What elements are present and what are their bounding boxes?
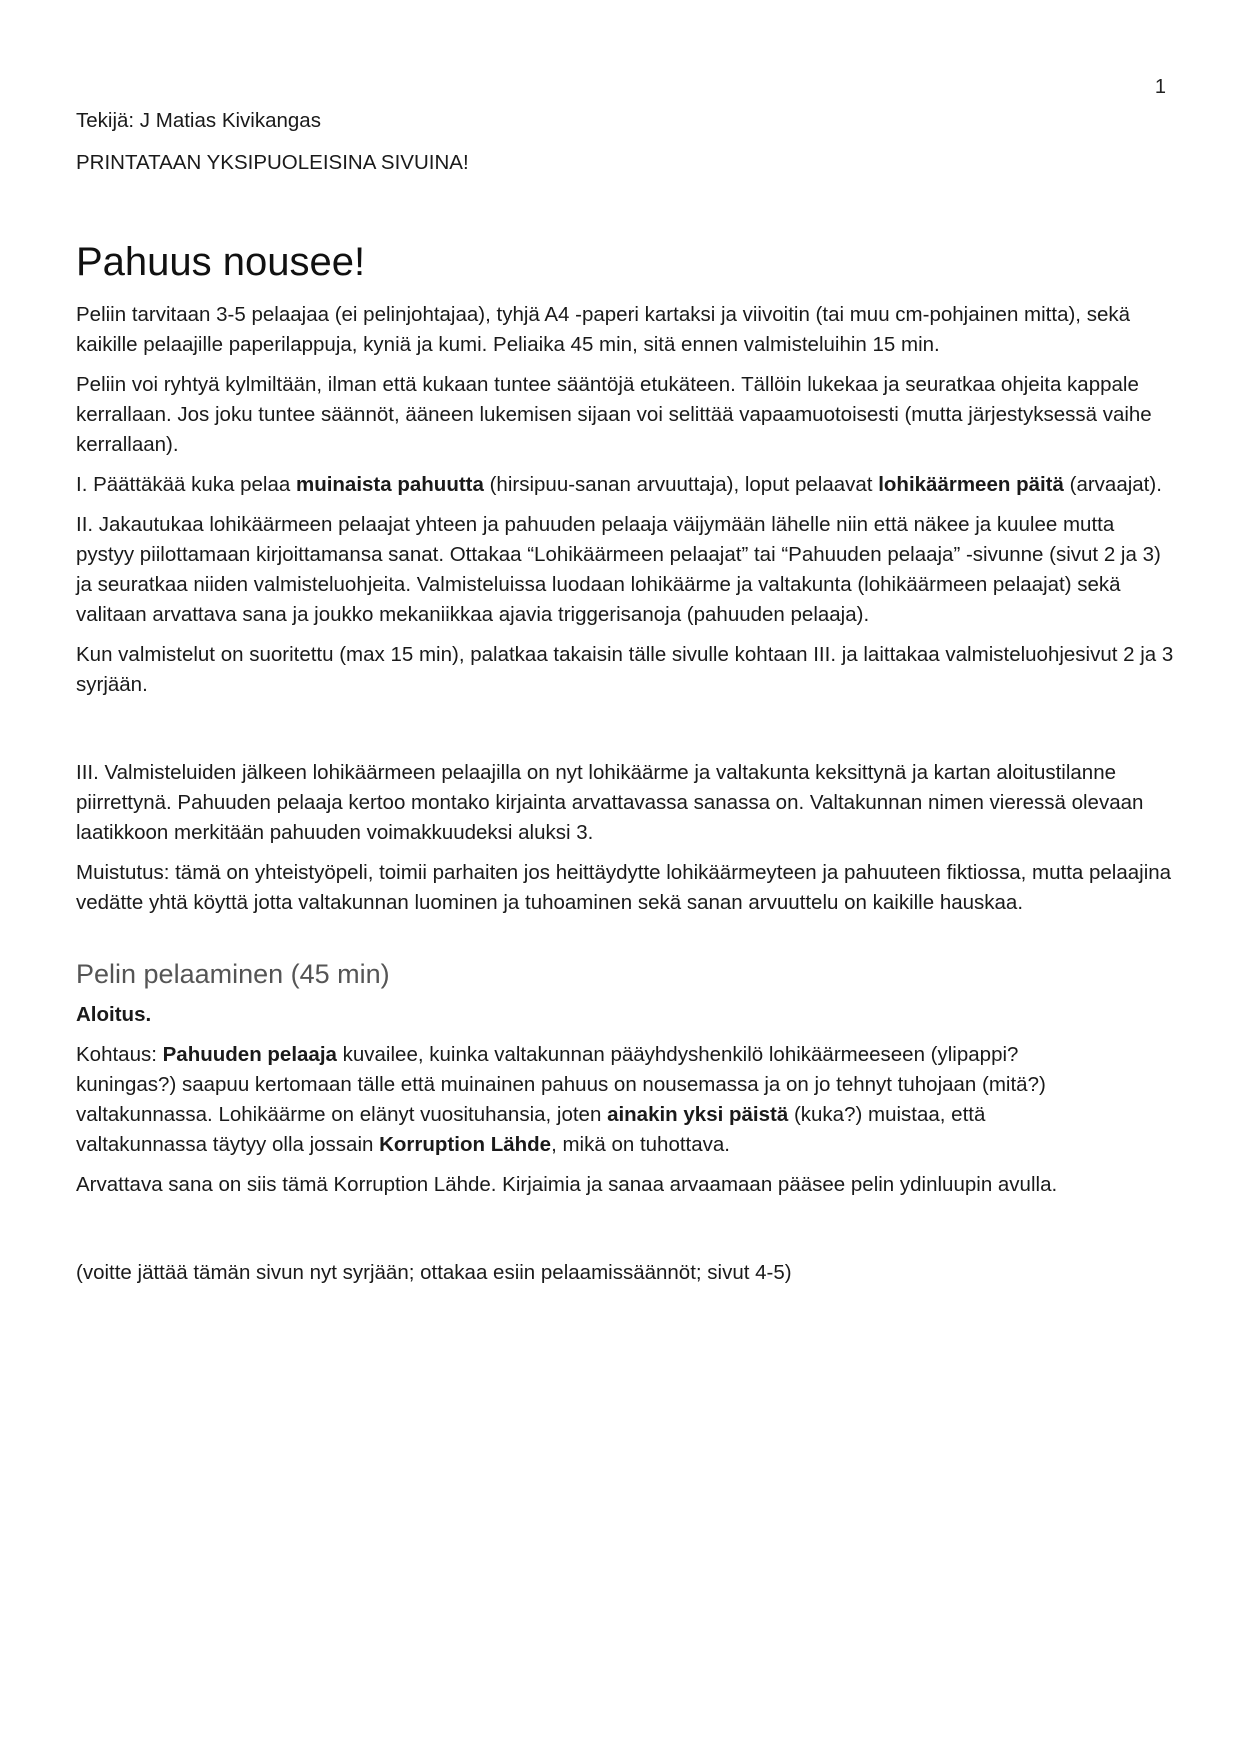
print-note: PRINTATAAN YKSIPUOLEISINA SIVUINA! (76, 151, 469, 174)
scene-text-c: kuvailee, kuinka valtakunnan pääyhdyshenkilö lohikäärmeeseen (ylipappi? kuningas?) saapuu kertomaan tälle että muinainen pahuus on nousemassa ja on jo tehnyt tuhojaan (mitä?) valtakunnassa. Lohikäärme on elänyt vuosituhansia, joten (76, 1043, 1046, 1126)
step-one-bold-heads: lohikäärmeen päitä (878, 473, 1064, 496)
step-one-text-e: (arvaajat). (1063, 473, 1162, 496)
step-one-text-a: I. Päättäkää kuka pelaa (76, 473, 296, 496)
author-line: Tekijä: J Matias Kivikangas (76, 109, 321, 132)
step-two: II. Jakautukaa lohikäärmeen pelaajat yhteen ja pahuuden pelaaja väijymään lähelle niin että näkee ja kuulee mutta pystyy piilottamaan kirjoittamansa sanat. Ottakaa “Lohikäärmeen pelaajat” tai “Pahuuden pelaaja” -sivunne (sivut 2 ja 3) ja seuratkaa niiden valmisteluohjeita. Valmisteluissa luodaan lohikäärme ja valtakunta (lohikäärmeen pelaajat) sekä valitaan arvattava sana ja joukko mekaniikkaa ajavia triggerisanoja (pahuuden pelaaja). (76, 513, 1161, 626)
scene-bold-evil-player: Pahuuden pelaaja (162, 1043, 337, 1066)
step-one-bold-evil: muinaista pahuutta (295, 473, 484, 496)
step-one-text-c: (hirsipuu-sanan arvuuttaja), loput pelaavat (483, 473, 879, 496)
opening-subheading: Aloitus. (76, 1003, 152, 1026)
scene-text-e: (kuka?) muistaa, että valtakunnassa täytyy olla jossain (76, 1103, 986, 1156)
opening-scene (76, 1040, 1086, 1160)
gameplay-heading: Pelin pelaaminen (45 min) (76, 959, 390, 989)
page-content (76, 106, 1176, 1298)
intro-requirements: Peliin tarvitaan 3-5 pelaajaa (ei pelinjohtajaa), tyhjä A4 -paperi kartaksi ja viivoitin (tai muu cm-pohjainen mitta), sekä kaikille pelaajille paperilappuja, kyniä ja kumi. Peliaika 45 min, sitä ennen valmisteluihin 15 min. (76, 303, 1130, 356)
scene-bold-one-head: ainakin yksi päistä (607, 1103, 789, 1126)
preparation-done: Kun valmistelut on suoritettu (max 15 min), palatkaa takaisin tälle sivulle kohtaan III. ja laittakaa valmisteluohjesivut 2 ja 3 syrjään. (76, 643, 1174, 696)
reminder: Muistutus: tämä on yhteistyöpeli, toimii parhaiten jos heittäydytte lohikäärmeyteen ja pahuuteen fiktiossa, mutta pelaajina vedätte yhtä köyttä jotta valtakunnan luominen ja tuhoaminen sekä sanan arvuuttelu on kaikille hauskaa. (76, 861, 1172, 914)
step-one (76, 470, 1176, 500)
document-title: Pahuus nousee! (76, 240, 366, 284)
set-aside-note: (voitte jättää tämän sivun nyt syrjään; ottakaa esiin pelaamissäännöt; sivut 4-5) (76, 1261, 792, 1284)
intro-cold-start: Peliin voi ryhtyä kylmiltään, ilman että kukaan tuntee sääntöjä etukäteen. Tällöin lukekaa ja seuratkaa ohjeita kappale kerrallaan. Jos joku tuntee säännöt, ääneen lukemisen sijaan voi selittää vapaamuotoisesti (mutta järjestyksessä vaihe kerrallaan). (76, 373, 1152, 456)
scene-text-g: , mikä on tuhottava. (551, 1133, 730, 1156)
step-three: III. Valmisteluiden jälkeen lohikäärmeen pelaajilla on nyt lohikäärme ja valtakunta keksittynä ja kartan aloitustilanne piirrettynä. Pahuuden pelaaja kertoo montako kirjainta arvattavassa sanassa on. Valtakunnan nimen vieressä olevaan laatikkoon merkitään pahuuden voimakkuudeksi aluksi 3. (76, 761, 1144, 844)
guess-word-note: Arvattava sana on siis tämä Korruption Lähde. Kirjaimia ja sanaa arvaamaan pääsee pelin ydinluupin avulla. (76, 1173, 1058, 1196)
scene-text-a: Kohtaus: (76, 1043, 163, 1066)
page-number: 1 (1154, 76, 1166, 98)
scene-bold-source: Korruption Lähde (379, 1133, 552, 1156)
